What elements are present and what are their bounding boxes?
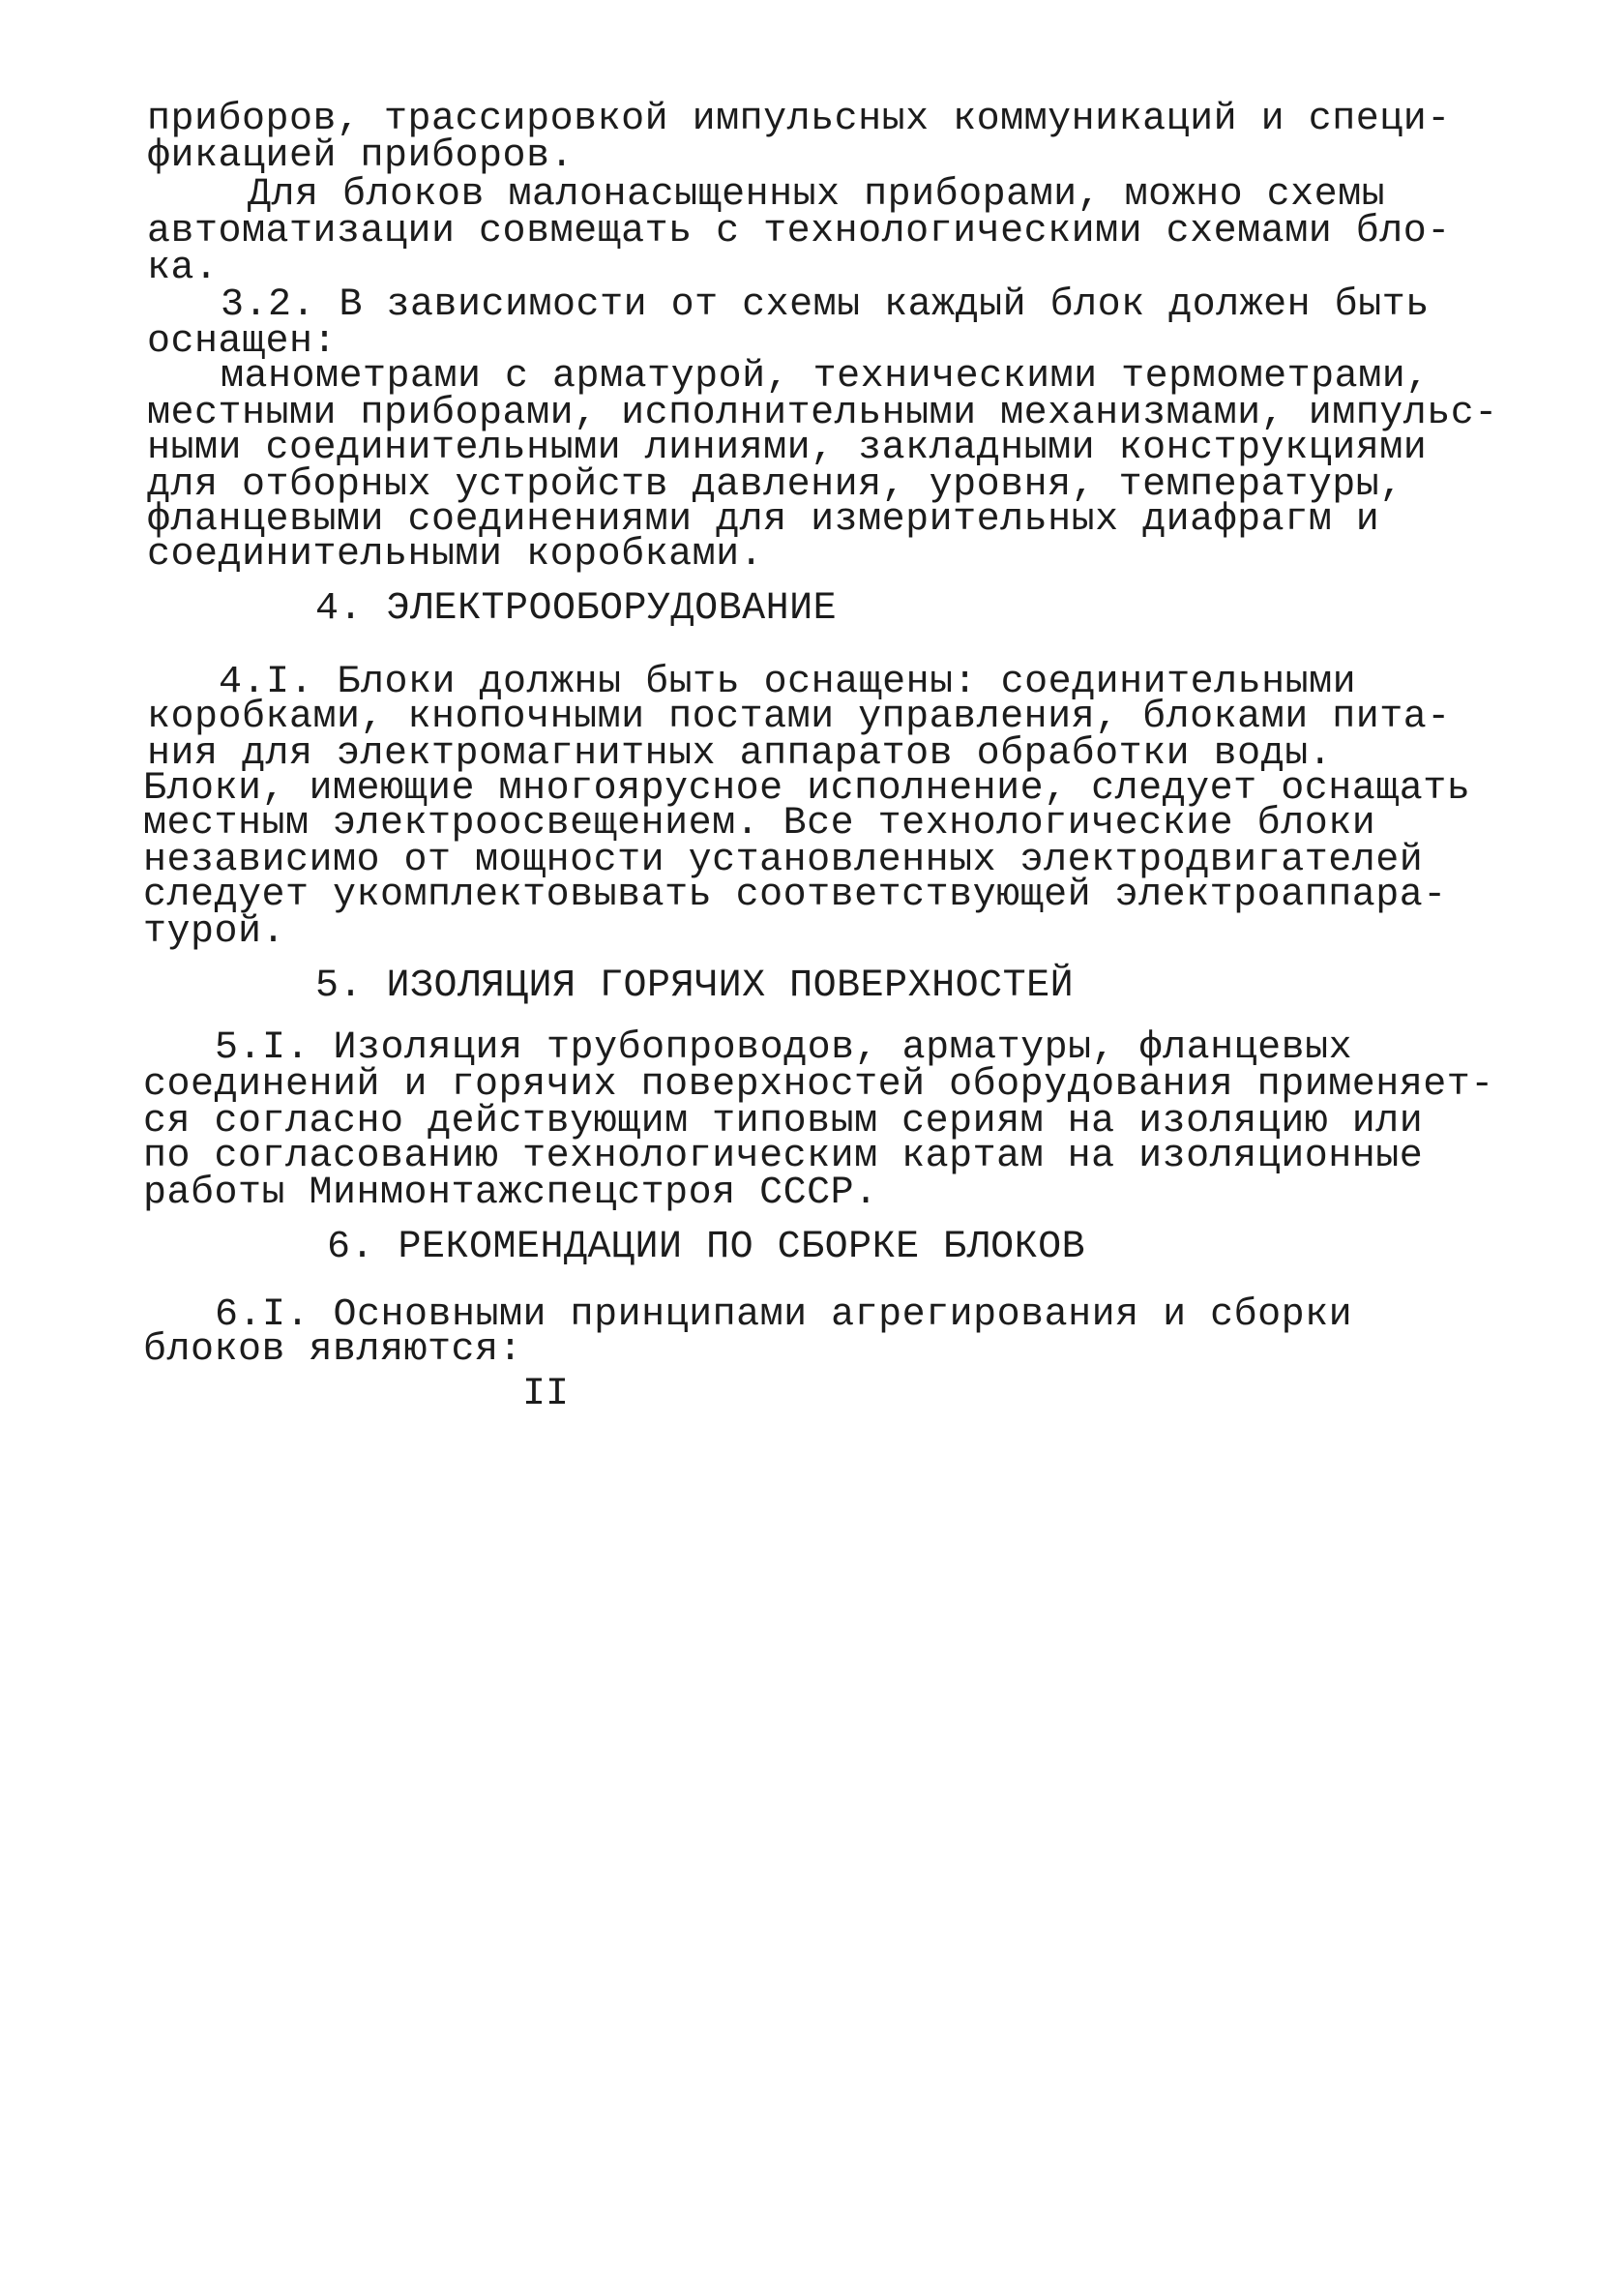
text-line: ка. <box>147 247 219 290</box>
text-line: следует укомплектовывать соответствующей электроаппара- <box>143 874 1447 917</box>
text-line: местными приборами, исполнительными механизмами, импульс- <box>147 392 1498 435</box>
text-line: манометрами с арматурой, техническими термометрами, <box>221 355 1430 399</box>
section-heading: 6. РЕКОМЕНДАЦИИ ПО СБОРКЕ БЛОКОВ <box>327 1226 1086 1269</box>
text-line: коробками, кнопочными постами управления, блоками пита- <box>147 696 1451 739</box>
page-number: II <box>522 1373 570 1416</box>
text-line: Блоки, имеющие многоярусное исполнение, следует оснащать <box>143 767 1471 811</box>
text-line: 3.2. В зависимости от схемы каждый блок должен быть <box>221 283 1430 327</box>
text-line: Для блоков малонасыщенных приборами, можно схемы <box>248 173 1386 217</box>
text-line: приборов, трассировкой импульсных коммуникаций и специ- <box>147 98 1451 141</box>
text-line: соединений и горячих поверхностей оборудования применяет- <box>143 1063 1494 1107</box>
text-line: 5.I. Изоляция трубопроводов, арматуры, фланцевых <box>215 1026 1353 1070</box>
text-line: фланцевыми соединениями для измерительных диафрагм и <box>147 498 1380 542</box>
text-line: по согласованию технологическим картам на изоляционные <box>143 1135 1424 1178</box>
text-line: независимо от мощности установленных электродвигателей <box>143 839 1424 882</box>
text-line: ными соединительными линиями, закладными конструкциями <box>147 427 1428 470</box>
text-line: работы Минмонтажспецстроя СССР. <box>143 1172 878 1215</box>
text-line: блоков являются: <box>143 1328 523 1372</box>
text-line: турой. <box>143 910 286 954</box>
text-line: 4.I. Блоки должны быть оснащены: соединительными <box>219 661 1357 704</box>
section-heading: 4. ЭЛЕКТРООБОРУДОВАНИЕ <box>315 587 838 631</box>
text-line: ния для электромагнитных аппаратов обработки воды. <box>147 732 1333 776</box>
text-line: местным электроосвещением. Все технологические блоки <box>143 802 1376 846</box>
text-line: оснащен: <box>147 320 338 364</box>
text-line: соединительными коробками. <box>147 533 764 577</box>
text-line: 6.I. Основными принципами агрегирования и сборки <box>215 1293 1353 1337</box>
text-line: для отборных устройств давления, уровня, температуры, <box>147 463 1403 507</box>
section-heading: 5. ИЗОЛЯЦИЯ ГОРЯЧИХ ПОВЕРХНОСТЕЙ <box>315 964 1075 1008</box>
text-line: ся согласно действующим типовым сериям на изоляцию или <box>143 1100 1424 1143</box>
text-line: автоматизации совмещать с технологическими схемами бло- <box>147 210 1451 253</box>
text-line: фикацией приборов. <box>147 134 575 178</box>
